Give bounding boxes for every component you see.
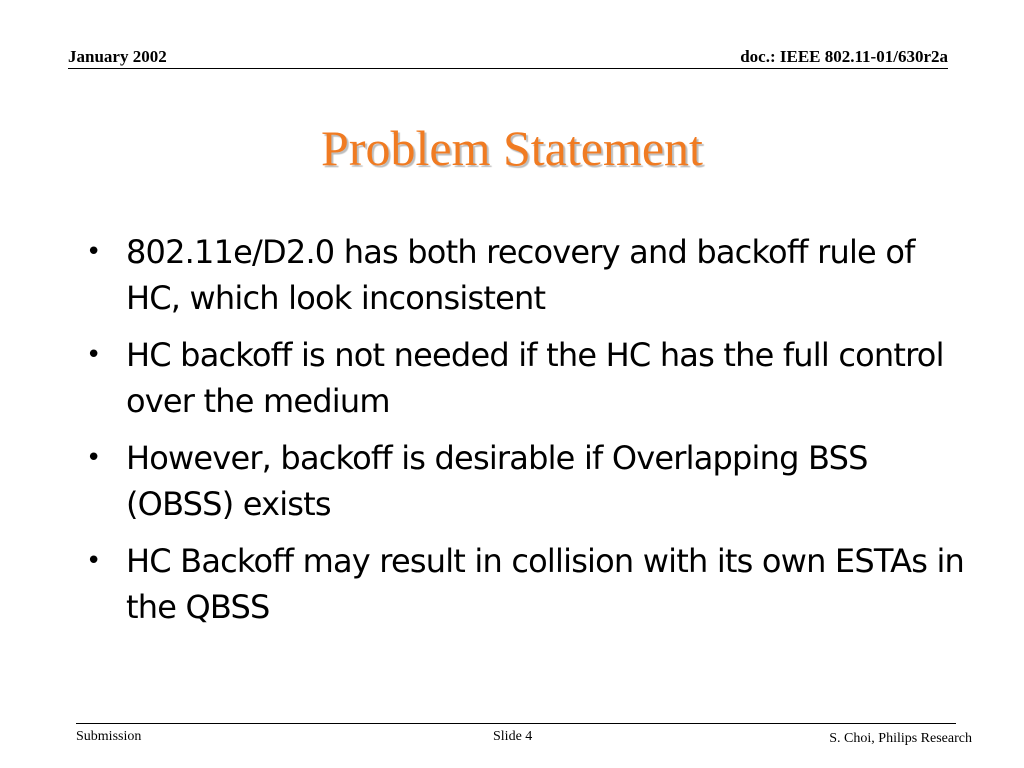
bullet-text: 802.11e/D2.0 has both recovery and backoff rule of HC, which look inconsistent bbox=[126, 233, 915, 317]
header-date: January 2002 bbox=[68, 47, 167, 66]
slide-title: Problem Statement bbox=[321, 120, 703, 176]
footer-divider bbox=[76, 723, 956, 724]
bullet-list bbox=[86, 229, 966, 641]
bullet-icon: • bbox=[86, 443, 101, 473]
bullet-icon: • bbox=[86, 237, 101, 267]
bullet-text: HC Backoff may result in collision with its own ESTAs in the QBSS bbox=[126, 542, 965, 626]
bullet-item bbox=[86, 332, 966, 424]
footer-author: S. Choi, Philips Research bbox=[829, 731, 972, 746]
bullet-item bbox=[86, 435, 966, 527]
header-doc-id: doc.: IEEE 802.11-01/630r2a bbox=[740, 47, 948, 66]
bullet-icon: • bbox=[86, 546, 101, 576]
bullet-icon: • bbox=[86, 340, 101, 370]
footer-submission: Submission bbox=[76, 729, 142, 744]
bullet-item bbox=[86, 229, 966, 321]
bullet-item bbox=[86, 538, 966, 630]
header-divider bbox=[68, 68, 948, 69]
bullet-text: HC backoff is not needed if the HC has the full control over the medium bbox=[126, 336, 944, 420]
slide-number: Slide 4 bbox=[493, 729, 533, 744]
bullet-text: However, backoff is desirable if Overlapping BSS (OBSS) exists bbox=[126, 439, 868, 523]
